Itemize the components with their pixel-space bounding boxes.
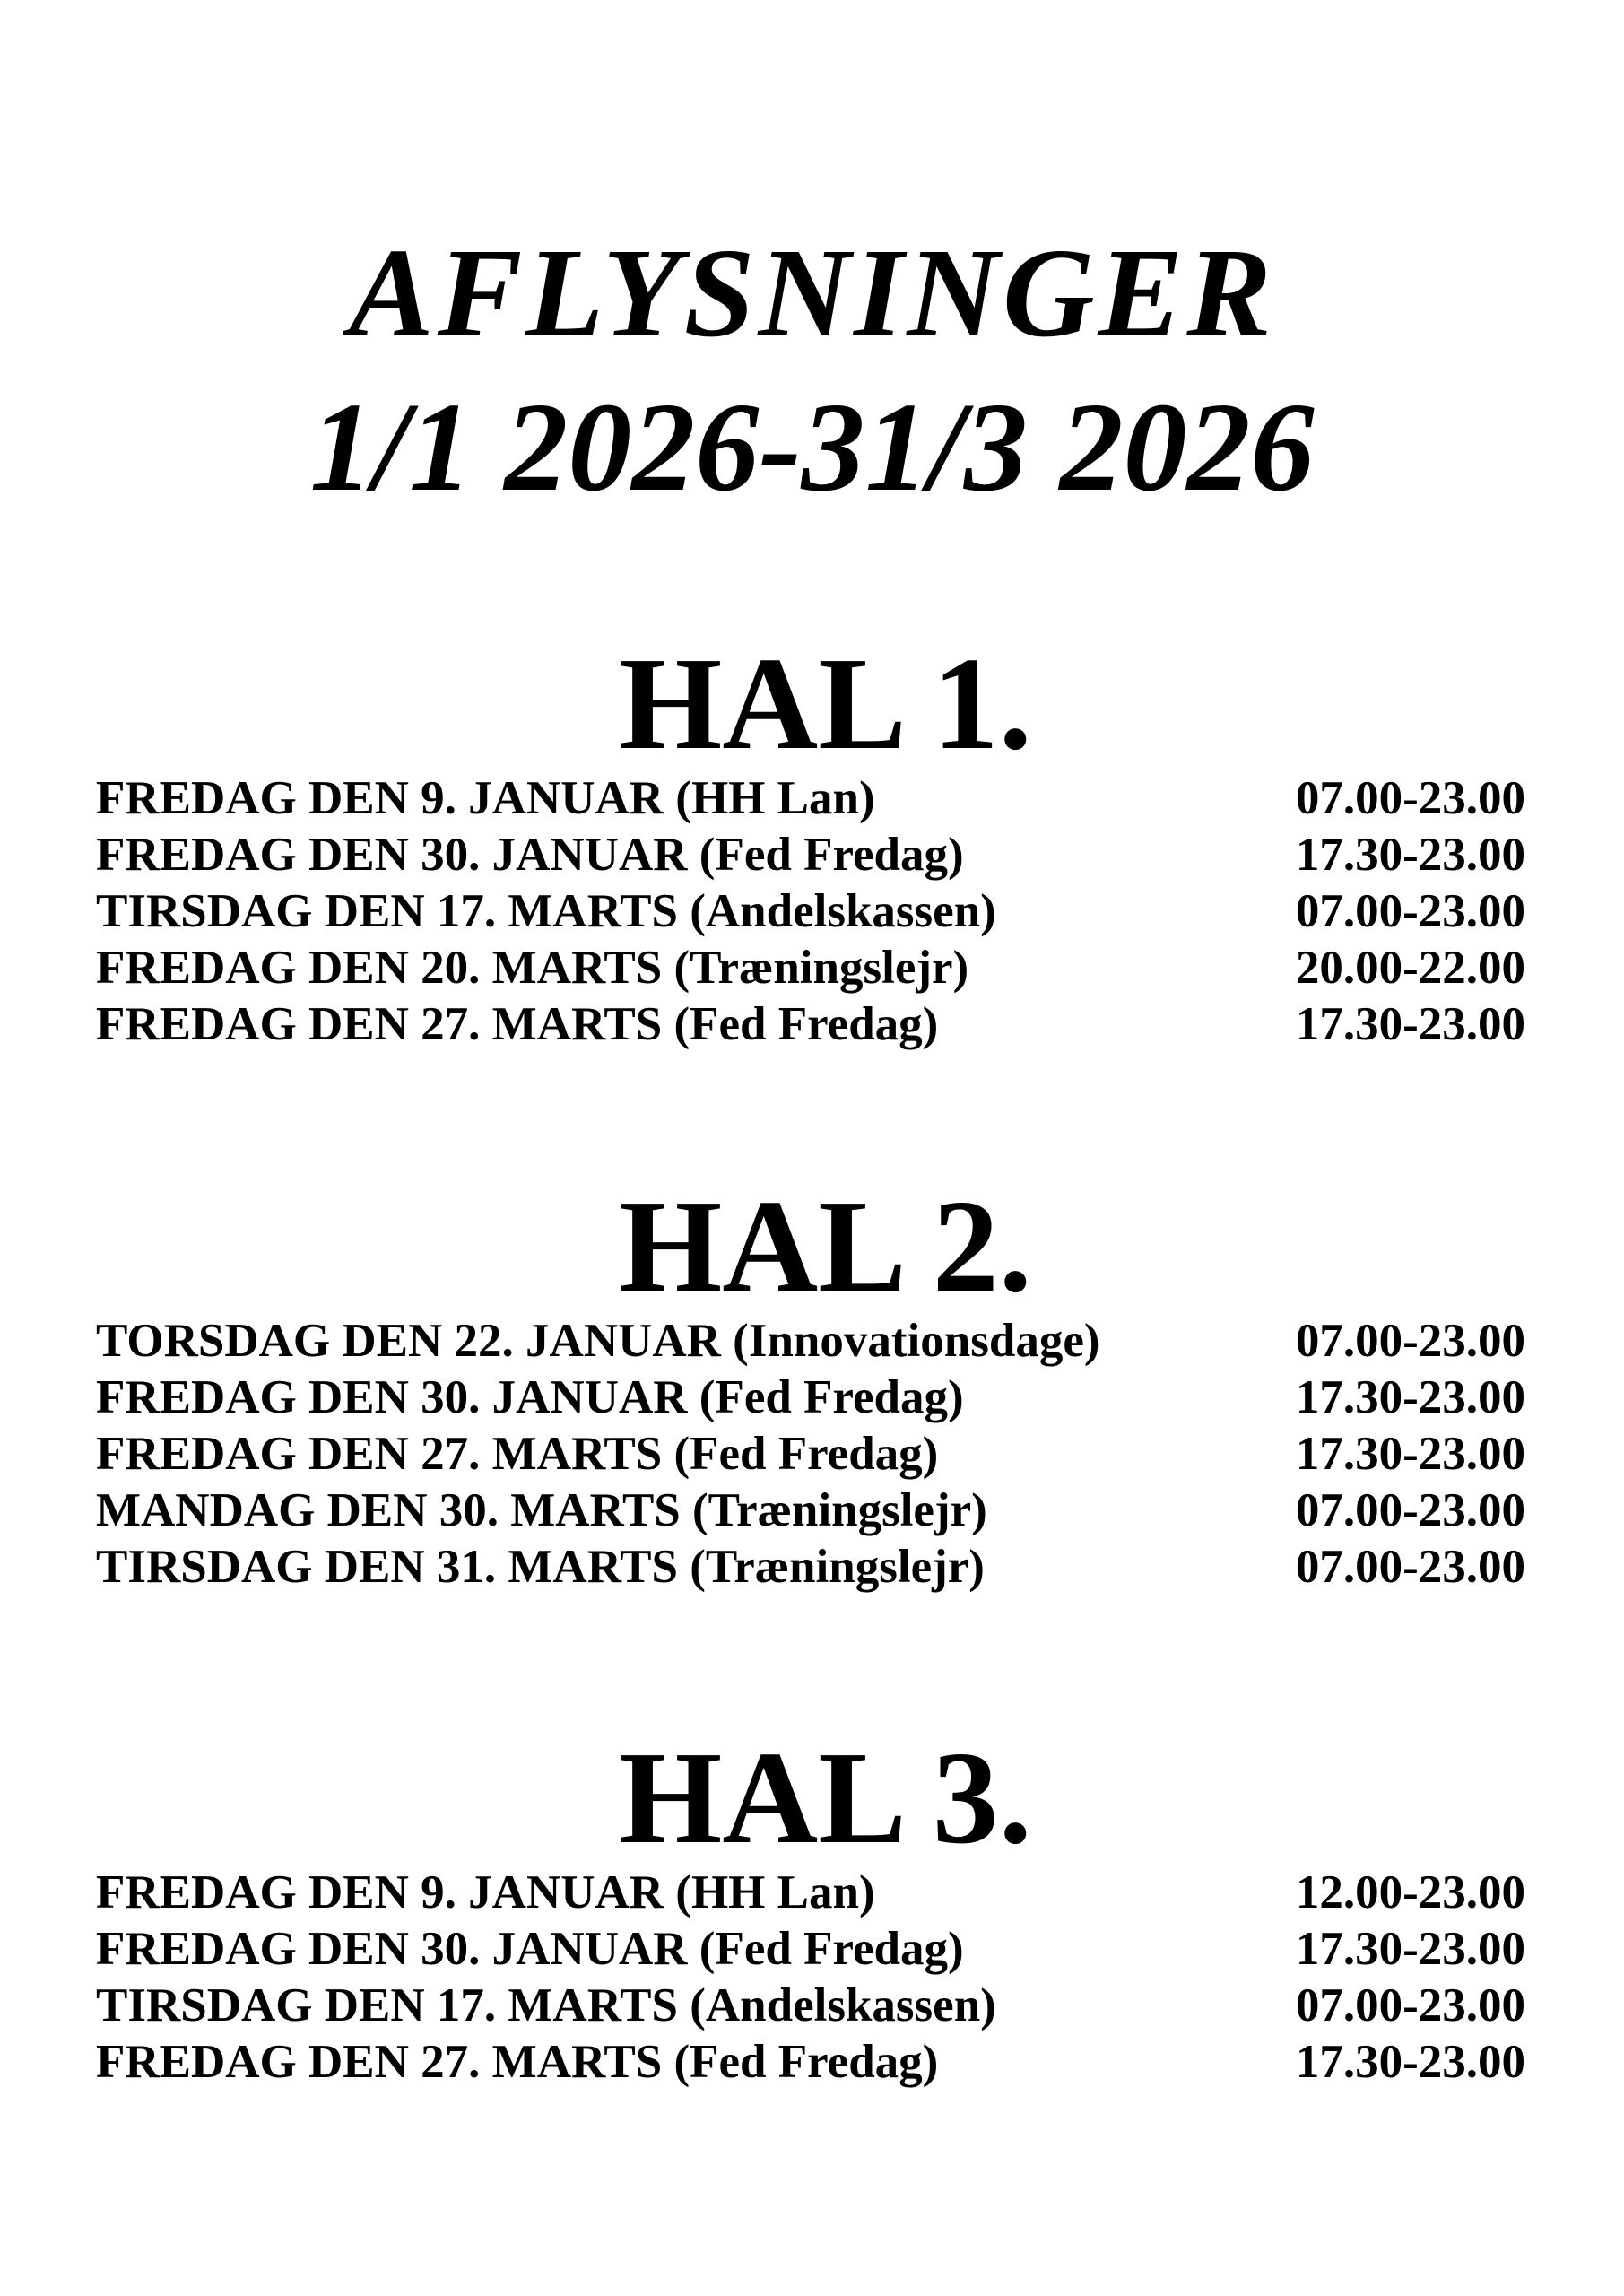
entry-description: TIRSDAG DEN 31. MARTS (Træningslejr): [96, 1541, 985, 1593]
list-item: [0, 1426, 1624, 1483]
cancellation-list: [0, 1865, 1624, 2091]
entry-description: FREDAG DEN 9. JANUAR (HH Lan): [96, 772, 875, 824]
section-heading: HAL 2.: [619, 1173, 1032, 1320]
title-line-2: 1/1 2026-31/3 2026: [309, 376, 1315, 517]
entry-description: TIRSDAG DEN 17. MARTS (Andelskassen): [96, 885, 996, 937]
entry-description: FREDAG DEN 27. MARTS (Fed Fredag): [96, 998, 939, 1050]
list-item: [0, 940, 1624, 996]
entry-description: FREDAG DEN 30. JANUAR (Fed Fredag): [96, 1371, 964, 1423]
section-hal-1: [0, 631, 1624, 1053]
list-item: [0, 2034, 1624, 2091]
entry-time: 17.30-23.00: [1295, 1923, 1525, 1975]
list-item: [0, 1313, 1624, 1370]
list-item: [0, 1921, 1624, 1978]
entry-time: 17.30-23.00: [1295, 1371, 1525, 1423]
list-item: [0, 883, 1624, 940]
cancellation-list: [0, 770, 1624, 1053]
entry-description: MANDAG DEN 30. MARTS (Træningslejr): [96, 1484, 987, 1536]
section-heading: HAL 3.: [619, 1725, 1032, 1872]
entry-description: FREDAG DEN 20. MARTS (Træningslejr): [96, 942, 969, 994]
entry-description: TORSDAG DEN 22. JANUAR (Innovationsdage): [96, 1315, 1100, 1367]
section-heading: HAL 1.: [619, 631, 1032, 778]
list-item: [0, 1978, 1624, 2034]
list-item: [0, 770, 1624, 827]
section-hal-2: [0, 1173, 1624, 1596]
entry-time: 17.30-23.00: [1295, 2036, 1525, 2088]
entry-time: 17.30-23.00: [1295, 998, 1525, 1050]
entry-time: 17.30-23.00: [1295, 1428, 1525, 1480]
entry-description: FREDAG DEN 27. MARTS (Fed Fredag): [96, 2036, 939, 2088]
list-item: [0, 1539, 1624, 1596]
list-item: [0, 1370, 1624, 1426]
entry-time: 20.00-22.00: [1295, 942, 1525, 994]
entry-description: FREDAG DEN 9. JANUAR (HH Lan): [96, 1866, 875, 1918]
entry-description: FREDAG DEN 27. MARTS (Fed Fredag): [96, 1428, 939, 1480]
section-hal-3: [0, 1725, 1624, 2091]
entry-time: 07.00-23.00: [1295, 885, 1525, 937]
list-item: [0, 996, 1624, 1053]
entry-description: FREDAG DEN 30. JANUAR (Fed Fredag): [96, 829, 964, 881]
list-item: [0, 827, 1624, 883]
entry-time: 17.30-23.00: [1295, 829, 1525, 881]
list-item: [0, 1483, 1624, 1539]
entry-time: 07.00-23.00: [1295, 1979, 1525, 2031]
list-item: [0, 1865, 1624, 1921]
page-title: [0, 215, 1624, 524]
entry-time: 12.00-23.00: [1295, 1866, 1525, 1918]
entry-time: 07.00-23.00: [1295, 1315, 1525, 1367]
entry-time: 07.00-23.00: [1295, 1484, 1525, 1536]
entry-description: TIRSDAG DEN 17. MARTS (Andelskassen): [96, 1979, 996, 2031]
entry-description: FREDAG DEN 30. JANUAR (Fed Fredag): [96, 1923, 964, 1975]
entry-time: 07.00-23.00: [1295, 772, 1525, 824]
title-line-1: AFLYSNINGER: [349, 222, 1275, 363]
entry-time: 07.00-23.00: [1295, 1541, 1525, 1593]
cancellation-list: [0, 1313, 1624, 1596]
